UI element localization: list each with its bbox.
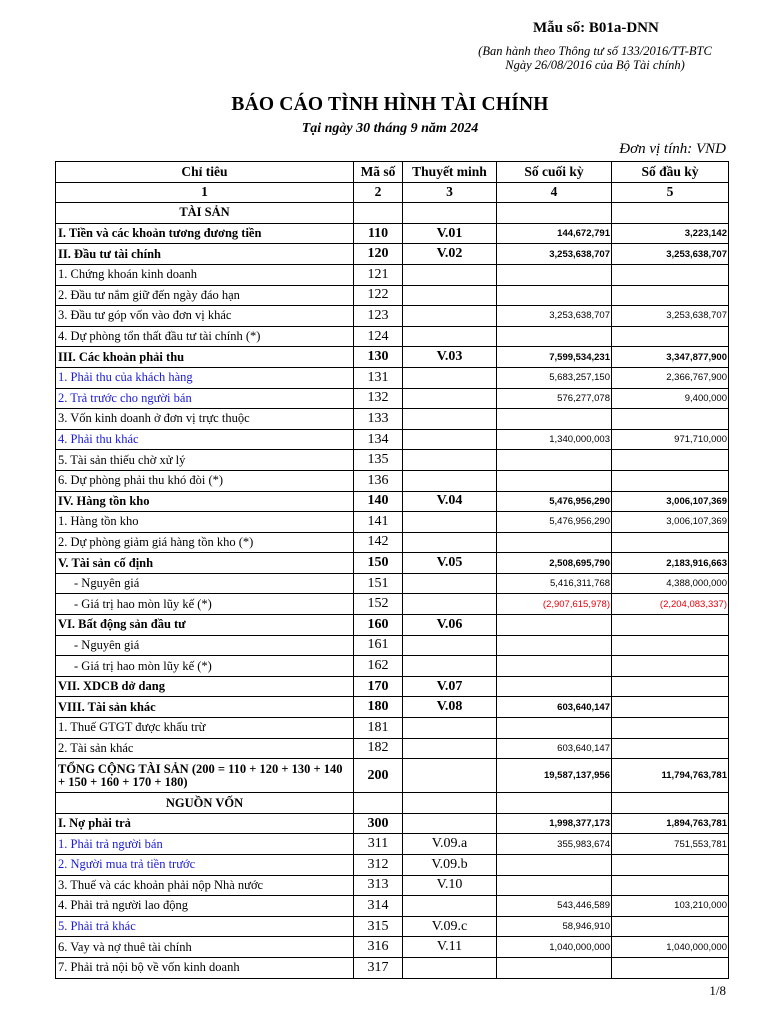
currency-unit: Đơn vị tính: VND <box>619 141 726 157</box>
row-label: 5. Phải trả khác <box>56 916 354 937</box>
row-end-value: 1,040,000,000 <box>497 937 612 958</box>
table-row <box>56 697 729 718</box>
table-row <box>56 896 729 917</box>
col-header-indicator: Chỉ tiêu <box>56 162 354 183</box>
row-note <box>403 450 497 471</box>
row-label: 3. Đầu tư góp vốn vào đơn vị khác <box>56 306 354 327</box>
row-end-value <box>497 326 612 347</box>
table-row <box>56 491 729 512</box>
row-label: 4. Dự phòng tổn thất đầu tư tài chính (*) <box>56 326 354 347</box>
row-begin-value: 3,006,107,369 <box>612 512 729 533</box>
table-row <box>56 875 729 896</box>
row-label: 6. Vay và nợ thuê tài chính <box>56 937 354 958</box>
table-row <box>56 264 729 285</box>
row-label: 1. Phải trả người bán <box>56 834 354 855</box>
row-note: V.01 <box>403 223 497 244</box>
table-row <box>56 532 729 553</box>
row-label: 6. Dự phòng phải thu khó đòi (*) <box>56 470 354 491</box>
row-label: 7. Phải trả nội bộ về vốn kinh doanh <box>56 957 354 978</box>
report-date: Tại ngày 30 tháng 9 năm 2024 <box>301 121 479 136</box>
row-end-value <box>497 203 612 224</box>
row-begin-value <box>612 793 729 814</box>
row-code: 160 <box>354 615 403 636</box>
row-begin-value <box>612 676 729 697</box>
row-code: 316 <box>354 937 403 958</box>
row-begin-value <box>612 470 729 491</box>
row-note <box>403 813 497 834</box>
row-end-value <box>497 470 612 491</box>
row-note: V.03 <box>403 347 497 368</box>
row-code: 150 <box>354 553 403 574</box>
row-code: 314 <box>354 896 403 917</box>
row-note: V.08 <box>403 697 497 718</box>
row-begin-value: 2,366,767,900 <box>612 367 729 388</box>
row-code: 312 <box>354 855 403 876</box>
row-label: V. Tài sản cố định <box>56 553 354 574</box>
row-note <box>403 759 497 793</box>
table-row <box>56 409 729 430</box>
row-label: VIII. Tài sản khác <box>56 697 354 718</box>
row-label: IV. Hàng tồn kho <box>56 491 354 512</box>
row-note: V.05 <box>403 553 497 574</box>
table-row <box>56 718 729 739</box>
row-code: 135 <box>354 450 403 471</box>
row-begin-value <box>612 718 729 739</box>
col-header-code: Mã số <box>354 162 403 183</box>
row-label: 1. Thuế GTGT được khấu trừ <box>56 718 354 739</box>
row-end-value <box>497 875 612 896</box>
form-code: Mẫu số: B01a-DNN <box>533 20 659 36</box>
row-label: TỔNG CỘNG TÀI SẢN (200 = 110 + 120 + 130 + 140 + 150 + 160 + 170 + 180) <box>56 759 354 793</box>
row-note <box>403 656 497 677</box>
row-label: III. Các khoản phải thu <box>56 347 354 368</box>
row-end-value: 2,508,695,790 <box>497 553 612 574</box>
row-begin-value <box>612 326 729 347</box>
table-row <box>56 388 729 409</box>
row-end-value: 5,476,956,290 <box>497 491 612 512</box>
row-code: 121 <box>354 264 403 285</box>
row-note <box>403 306 497 327</box>
row-begin-value <box>612 532 729 553</box>
row-end-value: 355,983,674 <box>497 834 612 855</box>
row-begin-value: 3,347,877,900 <box>612 347 729 368</box>
table-row <box>56 615 729 636</box>
row-label: - Nguyên giá <box>56 573 354 594</box>
row-note: V.06 <box>403 615 497 636</box>
row-code: 300 <box>354 813 403 834</box>
row-begin-value <box>612 203 729 224</box>
row-end-value: 576,277,078 <box>497 388 612 409</box>
row-label: 2. Dự phòng giảm giá hàng tồn kho (*) <box>56 532 354 553</box>
row-end-value: 7,599,534,231 <box>497 347 612 368</box>
row-note: V.02 <box>403 244 497 265</box>
row-label: 1. Chứng khoán kinh doanh <box>56 264 354 285</box>
row-end-value <box>497 409 612 430</box>
row-begin-value: 2,183,916,663 <box>612 553 729 574</box>
row-note <box>403 470 497 491</box>
row-code: 133 <box>354 409 403 430</box>
balance-table <box>55 161 729 979</box>
row-end-value: 603,640,147 <box>497 697 612 718</box>
row-begin-value <box>612 615 729 636</box>
table-row <box>56 676 729 697</box>
row-code: 130 <box>354 347 403 368</box>
row-label: NGUỒN VỐN <box>56 793 354 814</box>
row-code: 142 <box>354 532 403 553</box>
row-end-value <box>497 264 612 285</box>
row-end-value <box>497 793 612 814</box>
row-code: 181 <box>354 718 403 739</box>
row-label: 4. Phải thu khác <box>56 429 354 450</box>
row-end-value <box>497 635 612 656</box>
row-label: I. Nợ phải trả <box>56 813 354 834</box>
row-code: 200 <box>354 759 403 793</box>
table-row <box>56 759 729 793</box>
row-end-value: 144,672,791 <box>497 223 612 244</box>
row-code: 313 <box>354 875 403 896</box>
row-begin-value: 103,210,000 <box>612 896 729 917</box>
row-end-value: 3,253,638,707 <box>497 244 612 265</box>
row-note: V.10 <box>403 875 497 896</box>
table-row <box>56 347 729 368</box>
row-end-value <box>497 957 612 978</box>
row-code: 311 <box>354 834 403 855</box>
table-row <box>56 203 729 224</box>
col-number: 1 <box>56 182 354 203</box>
table-row <box>56 429 729 450</box>
row-begin-value <box>612 957 729 978</box>
row-code: 136 <box>354 470 403 491</box>
row-code: 152 <box>354 594 403 615</box>
table-row <box>56 573 729 594</box>
row-label: 2. Người mua trả tiền trước <box>56 855 354 876</box>
row-code: 110 <box>354 223 403 244</box>
row-note <box>403 367 497 388</box>
row-end-value <box>497 676 612 697</box>
row-begin-value <box>612 656 729 677</box>
report-title: BÁO CÁO TÌNH HÌNH TÀI CHÍNH <box>231 94 549 115</box>
row-end-value <box>497 656 612 677</box>
page-number: 1/8 <box>709 983 726 998</box>
row-label: 3. Vốn kinh doanh ở đơn vị trực thuộc <box>56 409 354 430</box>
row-code: 140 <box>354 491 403 512</box>
row-note <box>403 326 497 347</box>
row-code: 180 <box>354 697 403 718</box>
row-end-value: 19,587,137,956 <box>497 759 612 793</box>
row-begin-value: (2,204,083,337) <box>612 594 729 615</box>
col-number: 2 <box>354 182 403 203</box>
table-body <box>56 203 729 978</box>
table-row <box>56 957 729 978</box>
row-end-value <box>497 532 612 553</box>
row-label: II. Đầu tư tài chính <box>56 244 354 265</box>
row-end-value: 1,998,377,173 <box>497 813 612 834</box>
table-row <box>56 244 729 265</box>
table-row <box>56 306 729 327</box>
row-begin-value <box>612 450 729 471</box>
table-row <box>56 793 729 814</box>
row-note <box>403 512 497 533</box>
table-row <box>56 937 729 958</box>
row-begin-value: 3,006,107,369 <box>612 491 729 512</box>
table-row <box>56 656 729 677</box>
row-label: - Giá trị hao mòn lũy kế (*) <box>56 656 354 677</box>
row-code: 124 <box>354 326 403 347</box>
row-end-value: 5,476,956,290 <box>497 512 612 533</box>
row-code: 161 <box>354 635 403 656</box>
table-row <box>56 813 729 834</box>
table-row <box>56 834 729 855</box>
row-begin-value: 1,040,000,000 <box>612 937 729 958</box>
row-label: I. Tiền và các khoản tương đương tiền <box>56 223 354 244</box>
row-end-value: 3,253,638,707 <box>497 306 612 327</box>
row-code: 141 <box>354 512 403 533</box>
row-end-value <box>497 615 612 636</box>
row-note <box>403 573 497 594</box>
col-header-end: Số cuối kỳ <box>497 162 612 183</box>
row-begin-value <box>612 916 729 937</box>
row-end-value <box>497 450 612 471</box>
table-row <box>56 326 729 347</box>
row-begin-value: 3,253,638,707 <box>612 244 729 265</box>
row-end-value: 1,340,000,003 <box>497 429 612 450</box>
issued-note <box>470 44 720 72</box>
row-end-value <box>497 718 612 739</box>
row-note <box>403 409 497 430</box>
row-label: VII. XDCB dở dang <box>56 676 354 697</box>
row-code: 182 <box>354 738 403 759</box>
row-note <box>403 718 497 739</box>
row-note <box>403 388 497 409</box>
row-begin-value: 9,400,000 <box>612 388 729 409</box>
row-code <box>354 203 403 224</box>
row-begin-value: 751,553,781 <box>612 834 729 855</box>
row-label: 2. Trả trước cho người bán <box>56 388 354 409</box>
row-label: VI. Bất động sản đầu tư <box>56 615 354 636</box>
row-end-value: 5,416,311,768 <box>497 573 612 594</box>
row-label: 5. Tài sản thiếu chờ xử lý <box>56 450 354 471</box>
table-row <box>56 450 729 471</box>
row-begin-value: 4,388,000,000 <box>612 573 729 594</box>
row-begin-value <box>612 409 729 430</box>
row-note: V.04 <box>403 491 497 512</box>
row-note <box>403 532 497 553</box>
row-begin-value <box>612 697 729 718</box>
issued-line-2: Ngày 26/08/2016 của Bộ Tài chính) <box>505 58 685 72</box>
row-note: V.07 <box>403 676 497 697</box>
row-note: V.09.b <box>403 855 497 876</box>
row-end-value <box>497 285 612 306</box>
row-code: 315 <box>354 916 403 937</box>
row-begin-value <box>612 285 729 306</box>
row-code: 131 <box>354 367 403 388</box>
col-number: 4 <box>497 182 612 203</box>
table-row <box>56 594 729 615</box>
table-row <box>56 916 729 937</box>
row-code: 123 <box>354 306 403 327</box>
row-end-value: (2,907,615,978) <box>497 594 612 615</box>
row-end-value: 58,946,910 <box>497 916 612 937</box>
col-number: 3 <box>403 182 497 203</box>
row-begin-value: 11,794,763,781 <box>612 759 729 793</box>
row-code: 151 <box>354 573 403 594</box>
row-end-value: 543,446,589 <box>497 896 612 917</box>
row-begin-value: 971,710,000 <box>612 429 729 450</box>
row-code: 120 <box>354 244 403 265</box>
row-code: 317 <box>354 957 403 978</box>
header-row <box>56 162 729 183</box>
col-header-begin: Số đầu kỳ <box>612 162 729 183</box>
row-begin-value <box>612 738 729 759</box>
row-note <box>403 957 497 978</box>
row-end-value <box>497 855 612 876</box>
row-note <box>403 635 497 656</box>
row-note <box>403 429 497 450</box>
row-code: 134 <box>354 429 403 450</box>
column-number-row <box>56 182 729 203</box>
row-label: 2. Tài sản khác <box>56 738 354 759</box>
table-row <box>56 635 729 656</box>
row-begin-value: 3,253,638,707 <box>612 306 729 327</box>
row-begin-value: 1,894,763,781 <box>612 813 729 834</box>
row-label: - Nguyên giá <box>56 635 354 656</box>
row-code: 122 <box>354 285 403 306</box>
row-note: V.11 <box>403 937 497 958</box>
row-code: 170 <box>354 676 403 697</box>
row-note <box>403 896 497 917</box>
row-label: 2. Đầu tư nắm giữ đến ngày đáo hạn <box>56 285 354 306</box>
row-begin-value <box>612 264 729 285</box>
row-note <box>403 738 497 759</box>
row-begin-value <box>612 855 729 876</box>
row-label: 1. Phải thu của khách hàng <box>56 367 354 388</box>
table-row <box>56 285 729 306</box>
issued-line-1: (Ban hành theo Thông tư số 133/2016/TT-BTC <box>478 44 712 58</box>
col-header-note: Thuyết minh <box>403 162 497 183</box>
row-note: V.09.a <box>403 834 497 855</box>
row-code <box>354 793 403 814</box>
row-code: 162 <box>354 656 403 677</box>
table-row <box>56 367 729 388</box>
row-code: 132 <box>354 388 403 409</box>
row-note <box>403 793 497 814</box>
table-row <box>56 738 729 759</box>
row-note <box>403 285 497 306</box>
row-end-value: 5,683,257,150 <box>497 367 612 388</box>
row-note <box>403 594 497 615</box>
table-row <box>56 470 729 491</box>
row-note: V.09.c <box>403 916 497 937</box>
row-label: 1. Hàng tồn kho <box>56 512 354 533</box>
row-begin-value <box>612 875 729 896</box>
row-label: 4. Phải trả người lao động <box>56 896 354 917</box>
row-note <box>403 264 497 285</box>
table-row <box>56 512 729 533</box>
row-label: - Giá trị hao mòn lũy kế (*) <box>56 594 354 615</box>
row-label: 3. Thuế và các khoản phải nộp Nhà nước <box>56 875 354 896</box>
row-end-value: 603,640,147 <box>497 738 612 759</box>
table-row <box>56 223 729 244</box>
table-row <box>56 553 729 574</box>
row-label: TÀI SẢN <box>56 203 354 224</box>
col-number: 5 <box>612 182 729 203</box>
table-row <box>56 855 729 876</box>
row-begin-value: 3,223,142 <box>612 223 729 244</box>
row-begin-value <box>612 635 729 656</box>
row-note <box>403 203 497 224</box>
